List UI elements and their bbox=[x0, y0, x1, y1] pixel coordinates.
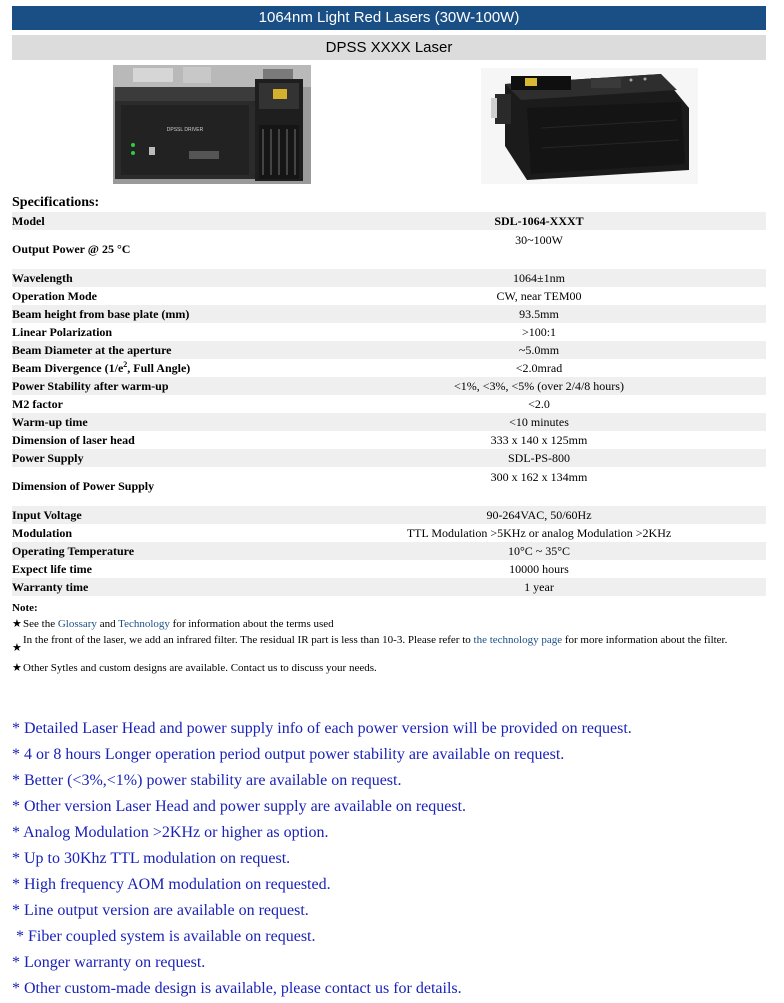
spec-label: Modulation bbox=[12, 525, 73, 540]
list-item: * High frequency AOM modulation on requested. bbox=[12, 876, 331, 893]
spec-label: Beam Diameter at the aperture bbox=[12, 341, 312, 359]
spec-label: Beam height from base plate (mm) bbox=[12, 305, 312, 323]
list-item: * Up to 30Khz TTL modulation on request. bbox=[12, 850, 291, 867]
spec-label: Input Voltage bbox=[12, 506, 312, 524]
table-row bbox=[12, 449, 766, 467]
spec-value: 333 x 140 x 125mm bbox=[490, 432, 588, 447]
spec-value: 30~100W bbox=[515, 233, 563, 247]
table-row bbox=[12, 212, 766, 230]
table-row bbox=[12, 395, 766, 413]
spec-value: >100:1 bbox=[521, 324, 557, 339]
table-row bbox=[12, 413, 766, 431]
star-icon: ★ bbox=[12, 618, 22, 630]
note-item: ★ In the front of the laser, we add an infrared filter. The residual IR part is less than 10-3. Please refer to the technology page for more information about the filter. bbox=[12, 634, 728, 654]
table-row bbox=[12, 542, 766, 560]
spec-value: 93.5mm bbox=[312, 305, 766, 323]
spec-value: 1064±1nm bbox=[312, 269, 766, 287]
glossary-link[interactable]: Glossary bbox=[57, 618, 97, 630]
spec-label: M2 factor bbox=[12, 396, 63, 411]
notes-section bbox=[12, 600, 762, 676]
spec-value: <2.0 bbox=[528, 396, 550, 411]
list-item: * Line output version are available on request. bbox=[12, 902, 309, 919]
spec-value: CW, near TEM00 bbox=[496, 288, 582, 303]
table-row bbox=[12, 341, 766, 359]
spec-label: Operation Mode bbox=[12, 288, 97, 303]
table-row bbox=[12, 467, 766, 506]
table-row bbox=[12, 377, 766, 395]
spec-label: Wavelength bbox=[12, 269, 312, 287]
star-icon: ★ bbox=[12, 642, 22, 654]
spec-label: Operating Temperature bbox=[12, 542, 312, 560]
table-row bbox=[12, 323, 766, 341]
table-row bbox=[12, 431, 766, 449]
spec-value: 1 year bbox=[312, 578, 766, 596]
spec-label: Dimension of Power Supply bbox=[12, 479, 155, 493]
driver-and-laser-photo bbox=[113, 65, 311, 184]
spec-label: Dimension of laser head bbox=[12, 432, 135, 447]
notes-title: Note: bbox=[12, 602, 38, 614]
table-row bbox=[12, 230, 766, 269]
star-icon: ★ bbox=[12, 662, 22, 674]
spec-label: Warranty time bbox=[12, 578, 312, 596]
spec-label: Power Stability after warm-up bbox=[12, 377, 312, 395]
spec-value: ~5.0mm bbox=[312, 341, 766, 359]
spec-label: Expect life time bbox=[12, 561, 92, 576]
list-item: * Detailed Laser Head and power supply info of each power version will be provided on request. bbox=[12, 720, 632, 737]
list-item: * Better (<3%,<1%) power stability are available on request. bbox=[12, 772, 402, 789]
table-row bbox=[12, 287, 766, 305]
list-item: * Fiber coupled system is available on request. bbox=[12, 928, 316, 945]
spec-value: <2.0mrad bbox=[515, 360, 563, 375]
spec-value: TTL Modulation >5KHz or analog Modulation >2KHz bbox=[406, 525, 672, 540]
spec-value: <10 minutes bbox=[312, 413, 766, 431]
table-row bbox=[12, 269, 766, 287]
laser-head-photo bbox=[481, 68, 698, 184]
list-item: * Longer warranty on request. bbox=[12, 954, 206, 971]
table-row bbox=[12, 524, 766, 542]
table-row bbox=[12, 578, 766, 596]
spec-value: SDL-1064-XXXT bbox=[312, 212, 766, 230]
spec-value: 90-264VAC, 50/60Hz bbox=[312, 506, 766, 524]
technology-page-link[interactable]: the technology page bbox=[473, 634, 563, 646]
technology-link[interactable]: Technology bbox=[118, 618, 170, 630]
table-row bbox=[12, 506, 766, 524]
spec-value: 10000 hours bbox=[509, 561, 569, 576]
table-row bbox=[12, 560, 766, 578]
note-item: ★ See the Glossary and Technology for information about the terms used bbox=[12, 618, 334, 630]
on-request-list bbox=[12, 716, 772, 1002]
list-item: * Other version Laser Head and power supply are available on request. bbox=[12, 798, 467, 815]
spec-label: Beam Divergence ($1/e^2$, Full Angle) bbox=[12, 360, 191, 375]
spec-value: SDL-PS-800 bbox=[312, 449, 766, 467]
specifications-table bbox=[12, 212, 766, 596]
note-item: ★ Other Sytles and custom designs are available. Contact us to discuss your needs. bbox=[12, 662, 377, 674]
page-title: 1064nm Light Red Lasers (30W-100W) bbox=[12, 6, 766, 30]
product-subtitle: DPSS XXXX Laser bbox=[12, 35, 766, 60]
spec-label: Warm-up time bbox=[12, 413, 312, 431]
driver-label: DPSSL DRIVER bbox=[166, 127, 204, 133]
list-item: * 4 or 8 hours Longer operation period output power stability are available on request. bbox=[12, 746, 565, 763]
list-item: * Analog Modulation >2KHz or higher as option. bbox=[12, 824, 329, 841]
spec-value: 300 x 162 x 134mm bbox=[490, 470, 588, 484]
spec-label: Output Power @ 25 °C bbox=[12, 242, 131, 256]
specifications-heading: Specifications: bbox=[12, 195, 100, 210]
spec-label: Model bbox=[12, 212, 312, 230]
table-row bbox=[12, 305, 766, 323]
spec-label: Power Supply bbox=[12, 449, 312, 467]
spec-value: <1%, <3%, <5% (over 2/4/8 hours) bbox=[312, 377, 766, 395]
list-item: * Other custom-made design is available, please contact us for details. bbox=[12, 980, 462, 997]
spec-label: Linear Polarization bbox=[12, 324, 113, 339]
table-row bbox=[12, 359, 766, 377]
spec-value: 10°C ~ 35°C bbox=[312, 542, 766, 560]
